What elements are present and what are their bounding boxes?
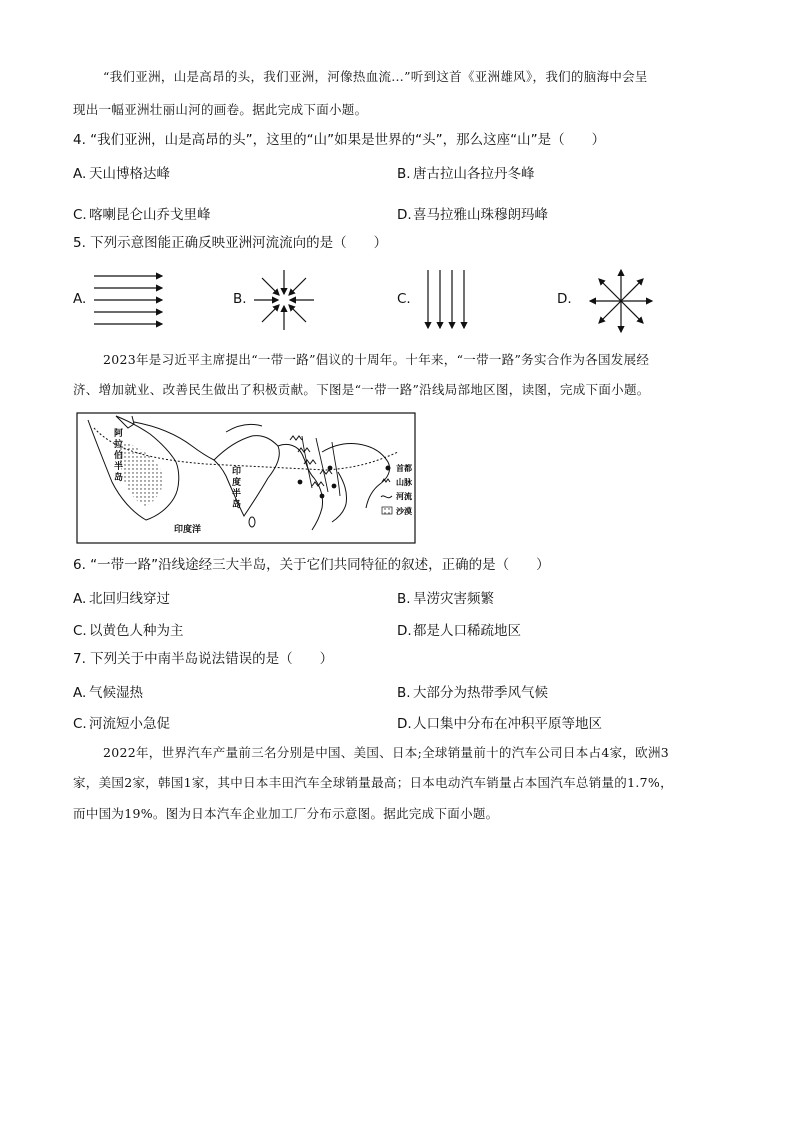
q4-option-c[interactable]: C. 喀喇昆仑山乔戈里峰	[73, 207, 211, 223]
q7-stem: 7. 下列关于中南半岛说法错误的是（ ）	[73, 651, 334, 667]
q4-stem: 4. “我们亚洲，山是高昂的头”，这里的“山”如果是世界的“头”，那么这座“山”是（ ）	[73, 132, 606, 148]
q5-option-d-letter[interactable]: D.	[557, 291, 572, 307]
intro2-line1: 2023年是习近平主席提出“一带一路”倡议的十周年。十年来，“一带一路”务实合作为各国发展经	[103, 352, 650, 367]
q4-option-b[interactable]: B. 唐古拉山各拉丹冬峰	[397, 166, 535, 182]
q5-diagram-a-parallel-east-arrows	[92, 270, 172, 334]
q6-option-d[interactable]: D.都是人口稀疏地区	[397, 623, 521, 639]
q6-stem: 6. “一带一路”沿线途经三大半岛，关于它们共同特征的叙述，正确的是（ ）	[73, 557, 550, 573]
label-arabia-3: 伯	[114, 451, 124, 461]
q4-option-a[interactable]: A. 天山博格达峰	[73, 166, 170, 182]
q5-option-a-letter[interactable]: A.	[73, 291, 87, 307]
intro1-line1: “我们亚洲，山是高昂的头，我们亚洲，河像热血流…”听到这首《亚洲雄风》，我们的脑海中会呈	[103, 69, 648, 84]
label-india-1: 印	[232, 467, 242, 477]
q7-option-a[interactable]: A. 气候湿热	[73, 685, 143, 701]
legend-desert: 沙漠	[396, 507, 412, 516]
q7-option-b[interactable]: B. 大部分为热带季风气候	[397, 685, 548, 701]
label-india-4: 岛	[232, 500, 242, 510]
label-india-2: 度	[232, 478, 242, 488]
q5-option-c-letter[interactable]: C.	[397, 291, 411, 307]
intro1-line2: 现出一幅亚洲壮丽山河的画卷。据此完成下面小题。	[73, 102, 368, 117]
intro3-line2: 家，美国2家，韩国1家，其中日本丰田汽车全球销量最高；日本电动汽车销量占本国汽车总销量的1.7%，	[73, 775, 673, 790]
q5-stem: 5. 下列示意图能正确反映亚洲河流流向的是（ ）	[73, 235, 388, 251]
label-arabia-2: 拉	[114, 440, 124, 450]
label-arabia-1: 阿	[114, 429, 124, 439]
label-indian-ocean: 印度洋	[174, 525, 202, 535]
intro2-line2: 济、增加就业、改善民生做出了积极贡献。下图是“一带一路”沿线局部地区图，读图，完成下面小题。	[73, 382, 650, 397]
label-india-3: 半	[232, 489, 242, 499]
q5-diagram-b-inward-arrows	[252, 268, 316, 332]
legend-desert-icon	[382, 507, 392, 514]
q7-option-d[interactable]: D.人口集中分布在冲积平原等地区	[397, 716, 602, 732]
q6-option-a[interactable]: A. 北回归线穿过	[73, 591, 170, 607]
q4-option-d[interactable]: D.喜马拉雅山珠穆朗玛峰	[397, 207, 548, 223]
q5-diagram-d-outward-arrows	[586, 266, 656, 336]
legend-river: 河流	[396, 492, 412, 501]
label-arabia-4: 半	[114, 462, 124, 472]
legend-capital-icon	[386, 466, 391, 471]
q5-diagram-c-parallel-south-arrows	[420, 268, 476, 334]
belt-and-road-map	[76, 412, 416, 544]
intro3-line1: 2022年，世界汽车产量前三名分别是中国、美国、日本;全球销量前十的汽车公司日本占4家，欧洲3	[103, 745, 670, 760]
intro3-line3: 而中国为19%。图为日本汽车企业加工厂分布示意图。据此完成下面小题。	[73, 806, 499, 821]
label-arabia-5: 岛	[114, 473, 124, 483]
q6-option-b[interactable]: B. 旱涝灾害频繁	[397, 591, 494, 607]
q7-option-c[interactable]: C. 河流短小急促	[73, 716, 170, 732]
legend-mountain: 山脉	[396, 478, 412, 487]
legend-capital: 首都	[396, 464, 412, 473]
q5-option-b-letter[interactable]: B.	[233, 291, 247, 307]
q6-option-c[interactable]: C. 以黄色人种为主	[73, 623, 184, 639]
